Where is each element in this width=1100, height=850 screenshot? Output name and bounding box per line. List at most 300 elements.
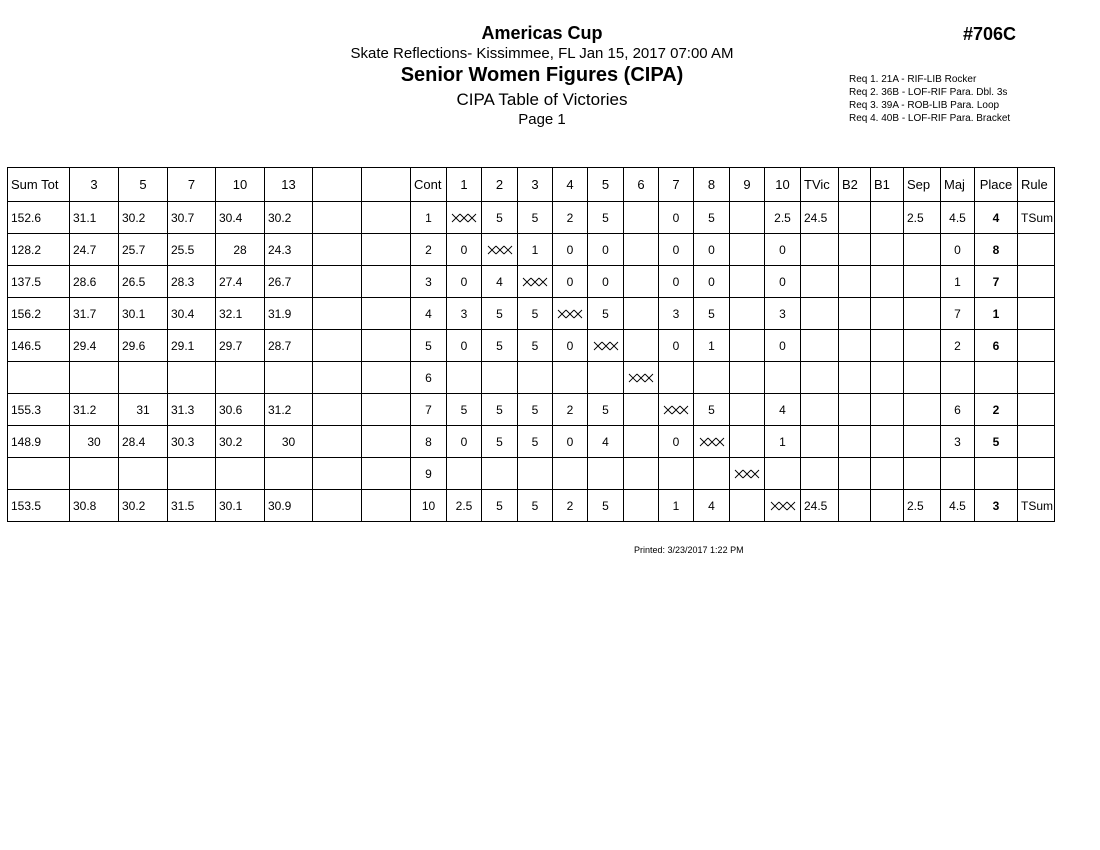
table-row (8, 330, 1055, 362)
victory-cell (730, 202, 765, 234)
b1-cell (871, 490, 904, 522)
score-cell: 28 (216, 234, 265, 266)
victory-cell: 2 (553, 394, 588, 426)
table-row (8, 202, 1055, 234)
score-cell (119, 362, 168, 394)
victory-cell: 0 (447, 234, 482, 266)
rule-cell: TSum (1018, 202, 1055, 234)
b1-cell (871, 234, 904, 266)
victory-cell (730, 234, 765, 266)
column-header: 10 (765, 168, 801, 202)
victory-cell: 0 (765, 266, 801, 298)
place-cell (975, 362, 1018, 394)
empty-cell (313, 426, 362, 458)
b2-cell (839, 490, 871, 522)
victory-cell: 5 (694, 202, 730, 234)
victory-cell: 5 (518, 490, 553, 522)
majority-cell: 6 (941, 394, 975, 426)
total-victories-cell (801, 298, 839, 330)
victory-cell: 1 (659, 490, 694, 522)
score-cell (168, 458, 216, 490)
b2-cell (839, 426, 871, 458)
majority-cell (941, 362, 975, 394)
empty-cell (313, 458, 362, 490)
requirement-item: Req 2. 36B - LOF-RIF Para. Dbl. 3s (849, 87, 1008, 98)
score-cell (70, 362, 119, 394)
majority-cell: 1 (941, 266, 975, 298)
rule-cell (1018, 394, 1055, 426)
column-header: Cont (411, 168, 447, 202)
rule-cell: TSum (1018, 490, 1055, 522)
score-cell: 31.2 (265, 394, 313, 426)
score-cell: 31.9 (265, 298, 313, 330)
majority-cell: 4.5 (941, 490, 975, 522)
column-header: 7 (659, 168, 694, 202)
victory-cell: 1 (765, 426, 801, 458)
victory-cell (694, 362, 730, 394)
b1-cell (871, 426, 904, 458)
column-header: 9 (730, 168, 765, 202)
victory-cell (588, 362, 624, 394)
score-cell: 30.7 (168, 202, 216, 234)
victory-cell: 0 (694, 266, 730, 298)
self-comparison-mark (557, 309, 583, 319)
place-cell: 3 (975, 490, 1018, 522)
table-name: CIPA Table of Victories (456, 90, 628, 109)
majority-cell: 2 (941, 330, 975, 362)
self-comparison-cell (553, 298, 588, 330)
victory-cell: 0 (447, 426, 482, 458)
empty-cell (362, 490, 411, 522)
b2-cell (839, 298, 871, 330)
sep-cell: 2.5 (904, 202, 941, 234)
self-comparison-mark (522, 277, 548, 287)
score-cell: 29.1 (168, 330, 216, 362)
victory-cell: 5 (518, 202, 553, 234)
empty-cell (313, 362, 362, 394)
column-header: 7 (168, 168, 216, 202)
victory-cell: 5 (518, 394, 553, 426)
score-cell: 32.1 (216, 298, 265, 330)
score-cell: 30 (70, 426, 119, 458)
score-cell (265, 458, 313, 490)
victory-cell (624, 298, 659, 330)
sep-cell: 2.5 (904, 490, 941, 522)
venue-date-line: Skate Reflections- Kissimmee, FL Jan 15, 2017 07:00 AM (350, 45, 734, 62)
victory-cell (624, 330, 659, 362)
rule-cell (1018, 298, 1055, 330)
sum-total-cell (8, 458, 70, 490)
victory-cell (694, 458, 730, 490)
victory-cell: 5 (588, 298, 624, 330)
table-row (8, 266, 1055, 298)
self-comparison-cell (447, 202, 482, 234)
requirement-item: Req 4. 40B - LOF-RIF Para. Bracket (849, 113, 1011, 124)
score-cell: 30.8 (70, 490, 119, 522)
score-cell (119, 458, 168, 490)
victory-cell: 0 (659, 202, 694, 234)
contestant-number-cell: 4 (411, 298, 447, 330)
sum-total-cell: 152.6 (8, 202, 70, 234)
victory-cell (730, 266, 765, 298)
score-cell: 29.6 (119, 330, 168, 362)
total-victories-cell (801, 426, 839, 458)
score-cell: 31.5 (168, 490, 216, 522)
victory-cell (624, 394, 659, 426)
victory-cell: 0 (553, 330, 588, 362)
score-cell: 30.1 (216, 490, 265, 522)
sum-total-cell: 148.9 (8, 426, 70, 458)
victory-cell (624, 266, 659, 298)
sum-total-cell: 156.2 (8, 298, 70, 330)
contestant-number-cell: 10 (411, 490, 447, 522)
contestant-number-cell: 5 (411, 330, 447, 362)
event-number: #706C (963, 24, 1017, 44)
victory-cell: 0 (659, 266, 694, 298)
majority-cell: 3 (941, 426, 975, 458)
self-comparison-mark (770, 501, 796, 511)
self-comparison-cell (659, 394, 694, 426)
score-cell: 28.3 (168, 266, 216, 298)
victory-cell: 1 (518, 234, 553, 266)
b2-cell (839, 266, 871, 298)
self-comparison-cell (730, 458, 765, 490)
victory-cell (730, 426, 765, 458)
column-header: 1 (447, 168, 482, 202)
empty-cell (313, 394, 362, 426)
victory-cell: 5 (588, 490, 624, 522)
empty-cell (362, 202, 411, 234)
victory-cell: 5 (518, 298, 553, 330)
b2-cell (839, 458, 871, 490)
rule-cell (1018, 266, 1055, 298)
self-comparison-mark (487, 245, 513, 255)
total-victories-cell (801, 362, 839, 394)
table-of-victories (7, 167, 1055, 522)
rule-cell (1018, 362, 1055, 394)
victory-cell: 0 (765, 330, 801, 362)
b1-cell (871, 298, 904, 330)
sep-cell (904, 426, 941, 458)
victory-cell: 0 (447, 266, 482, 298)
score-cell: 24.7 (70, 234, 119, 266)
victory-cell (730, 330, 765, 362)
total-victories-cell: 24.5 (801, 490, 839, 522)
event-title: Americas Cup (481, 23, 603, 43)
contestant-number-cell: 6 (411, 362, 447, 394)
b1-cell (871, 458, 904, 490)
victory-cell (588, 458, 624, 490)
rule-cell (1018, 458, 1055, 490)
victory-cell: 0 (659, 330, 694, 362)
contestant-number-cell: 3 (411, 266, 447, 298)
total-victories-cell: 24.5 (801, 202, 839, 234)
requirement-item: Req 3. 39A - ROB-LIB Para. Loop (849, 100, 1000, 111)
sep-cell (904, 234, 941, 266)
empty-cell (362, 298, 411, 330)
score-cell: 25.5 (168, 234, 216, 266)
self-comparison-mark (663, 405, 689, 415)
victory-cell (624, 202, 659, 234)
b1-cell (871, 394, 904, 426)
place-cell: 7 (975, 266, 1018, 298)
sum-total-cell: 137.5 (8, 266, 70, 298)
victory-cell: 4 (588, 426, 624, 458)
victory-cell: 5 (518, 330, 553, 362)
b2-cell (839, 234, 871, 266)
column-header: 2 (482, 168, 518, 202)
score-cell: 31.7 (70, 298, 119, 330)
table-row (8, 490, 1055, 522)
victory-cell: 5 (482, 490, 518, 522)
score-cell: 30.9 (265, 490, 313, 522)
column-header: Place (975, 168, 1018, 202)
victory-cell: 0 (588, 266, 624, 298)
victory-cell: 5 (482, 202, 518, 234)
victory-cell: 5 (588, 202, 624, 234)
score-cell: 26.7 (265, 266, 313, 298)
empty-cell (362, 394, 411, 426)
contestant-number-cell: 7 (411, 394, 447, 426)
column-header: 5 (588, 168, 624, 202)
rule-cell (1018, 426, 1055, 458)
column-header: TVic (801, 168, 839, 202)
victory-cell (624, 458, 659, 490)
self-comparison-mark (628, 373, 654, 383)
place-cell: 6 (975, 330, 1018, 362)
b1-cell (871, 330, 904, 362)
b1-cell (871, 202, 904, 234)
score-cell: 31 (119, 394, 168, 426)
column-header: 6 (624, 168, 659, 202)
victory-cell: 5 (447, 394, 482, 426)
b2-cell (839, 330, 871, 362)
victory-cell (553, 362, 588, 394)
self-comparison-mark (699, 437, 725, 447)
table-row (8, 298, 1055, 330)
empty-cell (313, 266, 362, 298)
majority-cell: 0 (941, 234, 975, 266)
sep-cell (904, 330, 941, 362)
score-cell: 29.7 (216, 330, 265, 362)
score-cell (168, 362, 216, 394)
victory-cell (447, 362, 482, 394)
victory-cell: 5 (482, 426, 518, 458)
majority-cell: 4.5 (941, 202, 975, 234)
victory-cell: 5 (482, 298, 518, 330)
column-header (313, 168, 362, 202)
victory-cell (730, 362, 765, 394)
victory-cell (730, 298, 765, 330)
column-header: 5 (119, 168, 168, 202)
sum-total-cell: 153.5 (8, 490, 70, 522)
victory-cell: 0 (553, 426, 588, 458)
requirements-list (849, 73, 1010, 125)
place-cell: 5 (975, 426, 1018, 458)
victory-cell: 0 (659, 426, 694, 458)
sum-total-cell: 128.2 (8, 234, 70, 266)
score-cell: 25.7 (119, 234, 168, 266)
score-cell: 30.1 (119, 298, 168, 330)
victory-cell (518, 458, 553, 490)
contestant-number-cell: 1 (411, 202, 447, 234)
column-header: 13 (265, 168, 313, 202)
score-cell: 30.2 (119, 202, 168, 234)
table-row (8, 426, 1055, 458)
score-cell: 28.6 (70, 266, 119, 298)
victory-cell (447, 458, 482, 490)
victory-cell: 2.5 (447, 490, 482, 522)
victory-cell (482, 362, 518, 394)
page-label: Page 1 (518, 111, 566, 128)
total-victories-cell (801, 330, 839, 362)
total-victories-cell (801, 394, 839, 426)
empty-cell (362, 426, 411, 458)
score-cell (216, 362, 265, 394)
self-comparison-mark (451, 213, 477, 223)
b1-cell (871, 362, 904, 394)
place-cell: 1 (975, 298, 1018, 330)
empty-cell (362, 266, 411, 298)
score-cell: 28.7 (265, 330, 313, 362)
score-cell: 30.6 (216, 394, 265, 426)
score-cell: 31.1 (70, 202, 119, 234)
b2-cell (839, 362, 871, 394)
victory-cell: 5 (482, 394, 518, 426)
table-row (8, 362, 1055, 394)
sum-total-cell (8, 362, 70, 394)
column-header: 8 (694, 168, 730, 202)
victory-cell: 3 (765, 298, 801, 330)
score-cell: 30.4 (168, 298, 216, 330)
requirement-item: Req 1. 21A - RIF-LIB Rocker (849, 74, 977, 85)
victory-cell: 4 (482, 266, 518, 298)
victory-cell: 1 (694, 330, 730, 362)
victory-cell: 2 (553, 202, 588, 234)
sep-cell (904, 362, 941, 394)
column-header: 4 (553, 168, 588, 202)
victory-cell (624, 490, 659, 522)
empty-cell (362, 362, 411, 394)
empty-cell (313, 490, 362, 522)
column-header (362, 168, 411, 202)
place-cell: 8 (975, 234, 1018, 266)
self-comparison-cell (482, 234, 518, 266)
empty-cell (313, 202, 362, 234)
empty-cell (313, 330, 362, 362)
victory-cell (659, 362, 694, 394)
victory-cell: 0 (553, 234, 588, 266)
victory-cell (553, 458, 588, 490)
victory-cell: 5 (518, 426, 553, 458)
printed-timestamp: Printed: 3/23/2017 1:22 PM (634, 545, 744, 555)
score-cell: 30.2 (119, 490, 168, 522)
self-comparison-mark (734, 469, 760, 479)
victory-cell (659, 458, 694, 490)
victory-cell: 3 (659, 298, 694, 330)
score-cell: 30.2 (265, 202, 313, 234)
b2-cell (839, 394, 871, 426)
victory-cell (730, 490, 765, 522)
b1-cell (871, 266, 904, 298)
score-cell: 24.3 (265, 234, 313, 266)
score-cell (216, 458, 265, 490)
victory-cell: 0 (694, 234, 730, 266)
score-cell: 30 (265, 426, 313, 458)
score-cell: 31.2 (70, 394, 119, 426)
table-row (8, 458, 1055, 490)
victory-cell: 4 (765, 394, 801, 426)
table-row (8, 394, 1055, 426)
place-cell (975, 458, 1018, 490)
victory-cell: 0 (447, 330, 482, 362)
score-cell: 30.2 (216, 426, 265, 458)
empty-cell (362, 458, 411, 490)
self-comparison-cell (518, 266, 553, 298)
self-comparison-cell (624, 362, 659, 394)
column-header: 3 (518, 168, 553, 202)
contestant-number-cell: 2 (411, 234, 447, 266)
column-header: Sum Tot (8, 168, 70, 202)
empty-cell (362, 330, 411, 362)
self-comparison-cell (694, 426, 730, 458)
score-cell (70, 458, 119, 490)
victory-cell: 5 (482, 330, 518, 362)
total-victories-cell (801, 458, 839, 490)
victory-cell: 5 (694, 298, 730, 330)
rule-cell (1018, 330, 1055, 362)
rule-cell (1018, 234, 1055, 266)
empty-cell (313, 298, 362, 330)
score-cell: 26.5 (119, 266, 168, 298)
victory-cell: 5 (588, 394, 624, 426)
victory-cell: 0 (765, 234, 801, 266)
contestant-number-cell: 9 (411, 458, 447, 490)
sum-total-cell: 155.3 (8, 394, 70, 426)
victory-cell (730, 394, 765, 426)
self-comparison-cell (765, 490, 801, 522)
victory-cell: 3 (447, 298, 482, 330)
sum-total-cell: 146.5 (8, 330, 70, 362)
victory-cell: 2 (553, 490, 588, 522)
contestant-number-cell: 8 (411, 426, 447, 458)
table-header-row (8, 168, 1055, 202)
victory-cell (482, 458, 518, 490)
victory-cell (624, 426, 659, 458)
sep-cell (904, 394, 941, 426)
column-header: B1 (871, 168, 904, 202)
majority-cell: 7 (941, 298, 975, 330)
victory-cell: 4 (694, 490, 730, 522)
score-cell: 31.3 (168, 394, 216, 426)
victory-cell (518, 362, 553, 394)
column-header: Sep (904, 168, 941, 202)
score-cell: 27.4 (216, 266, 265, 298)
empty-cell (362, 234, 411, 266)
victory-cell: 0 (588, 234, 624, 266)
column-header: Rule (1018, 168, 1055, 202)
column-header: 10 (216, 168, 265, 202)
total-victories-cell (801, 234, 839, 266)
score-cell: 30.3 (168, 426, 216, 458)
victory-cell: 5 (694, 394, 730, 426)
victory-cell: 0 (553, 266, 588, 298)
victory-cell: 0 (659, 234, 694, 266)
sep-cell (904, 458, 941, 490)
total-victories-cell (801, 266, 839, 298)
victory-cell (624, 234, 659, 266)
majority-cell (941, 458, 975, 490)
